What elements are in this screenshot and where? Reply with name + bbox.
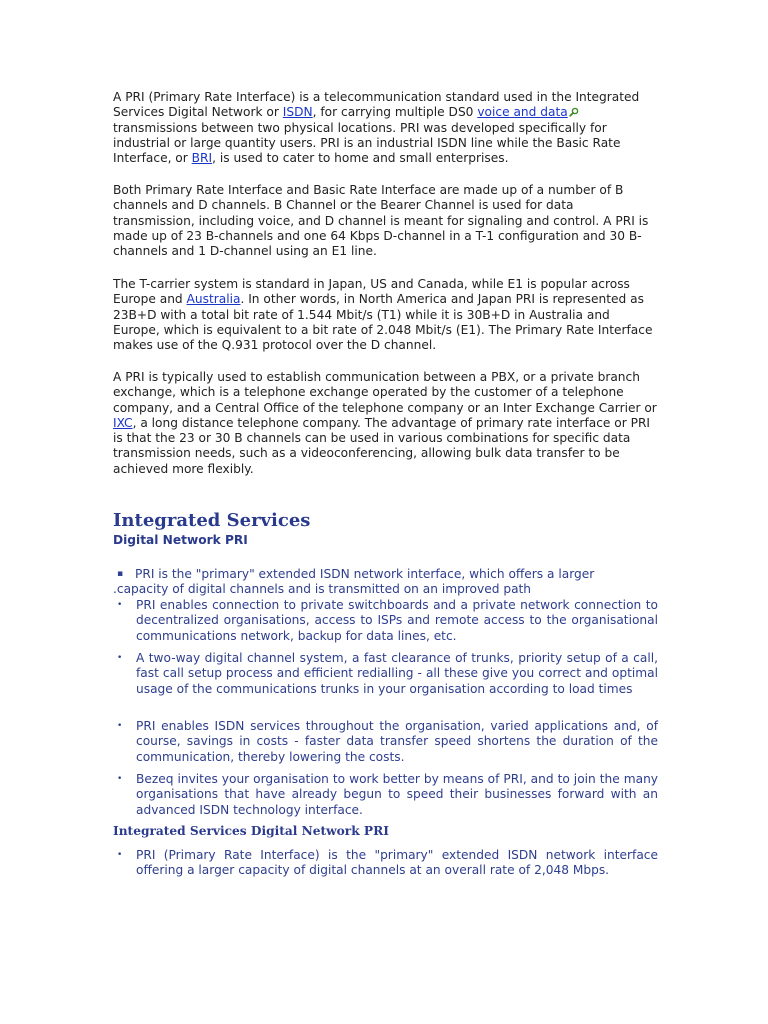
paragraph-channels: Both Primary Rate Interface and Basic Rate Interface are made up of a number of B channels and D channels. B Channel or the Bearer Channel is used for data transmission, including voice, and D channel is meant for signaling and control. A PRI is made up of 23 B-channels and one 64 Kbps D-channel in a T-1 configuration and 30 B-channels and 1 D-channel using an E1 line. [113, 183, 649, 259]
bullet-text: PRI enables ISDN services throughout the organisation, varied applications and, of course, savings in costs - faster data transfer speed shortens the duration of the communication, thereby lowering the costs. [136, 719, 658, 764]
bullet-text: A two-way digital channel system, a fast clearance of trunks, priority setup of a call, fast call setup process and efficient redialling - all these give you correct and optimal usage of the communications trunks in your organisation according to load times [136, 651, 658, 696]
voice-and-data-link[interactable]: voice and data [477, 105, 568, 120]
p1-text-1: A PRI (Primary Rate Interface) is a telecommunication standard used in the Integrated Services Digital Network or [113, 90, 640, 120]
bullet-text-line-1: PRI is the "primary" extended ISDN network interface, which offers a larger [135, 567, 595, 581]
bullet-icon: • [117, 721, 123, 731]
bullet-text-line-2: .capacity of digital channels and is transmitted on an improved path [113, 582, 532, 597]
p1-text-2: , for carrying multiple DS0 [312, 105, 478, 120]
magnifier-icon[interactable] [569, 106, 579, 116]
list-item [113, 719, 658, 765]
list-item [113, 772, 658, 818]
section-subheading: Digital Network PRI [113, 533, 248, 547]
p3-text-1: The T-carrier system is standard in Japan, US and Canada, while E1 is popular across Europe and [113, 277, 630, 307]
paragraph-pbx-usage [113, 370, 658, 477]
bullet-text: PRI (Primary Rate Interface) is the "primary" extended ISDN network interface offering a larger capacity of digital channels at an overall rate of 2,048 Mbps. [136, 848, 658, 878]
section-heading: Integrated Services [113, 510, 311, 531]
p1-text-4: , is used to cater to home and small enterprises. [212, 151, 509, 166]
bullet-icon: • [117, 774, 123, 784]
list-item [113, 651, 658, 697]
australia-link[interactable]: Australia [186, 292, 241, 307]
section-subheading-2: Integrated Services Digital Network PRI [113, 824, 389, 838]
bri-link[interactable]: BRI [191, 151, 213, 166]
list-item [113, 567, 623, 598]
bullet-icon: • [117, 850, 123, 860]
bullet-icon: • [117, 600, 123, 610]
bullet-text: Bezeq invites your organisation to work better by means of PRI, and to join the many organisations that have already begun to speed their businesses forward with an advanced ISDN technology interface. [136, 772, 658, 817]
p3-text-2: . In other words, in North America and Japan PRI is represented as 23B+D with a total bit rate of 1.544 Mbit/s (T1) while it is 30B+D in Australia and Europe, which is equivalent to a bit rate of 2.048 Mbit/s (E1). The Primary Rate Interface makes use of the Q.931 protocol over the D channel. [113, 292, 653, 353]
bullet-icon: ▪ [117, 569, 124, 579]
paragraph-pri-intro [113, 90, 658, 166]
p4-text-1: A PRI is typically used to establish communication between a PBX, or a private branch exchange, which is a telephone exchange operated by the customer of a telephone company, and a Central Office of the telephone company or an Inter Exchange Carrier or [113, 370, 657, 415]
p4-text-2: , a long distance telephone company. The advantage of primary rate interface or PRI is that the 23 or 30 B channels can be used in various combinations for specific data transmission needs, such as a videoconferencing, allowing bulk data transfer to be achieved more flexibly. [113, 415, 651, 476]
list-item [113, 598, 658, 644]
paragraph-t-carrier [113, 277, 658, 353]
list-item [113, 848, 658, 879]
p1-text-3: transmissions between two physical locations. PRI was developed specifically for industrial or large quantity users. PRI is an industrial ISDN line while the Basic Rate Interface, or [113, 120, 621, 166]
bullet-text: PRI enables connection to private switchboards and a private network connection to decentralized organisations, access to ISPs and remote access to the organisational communications network, backup for data lines, etc. [136, 598, 658, 643]
isdn-link[interactable]: ISDN [282, 105, 313, 120]
bullet-icon: • [117, 653, 123, 663]
ixc-link[interactable]: IXC [113, 415, 133, 430]
